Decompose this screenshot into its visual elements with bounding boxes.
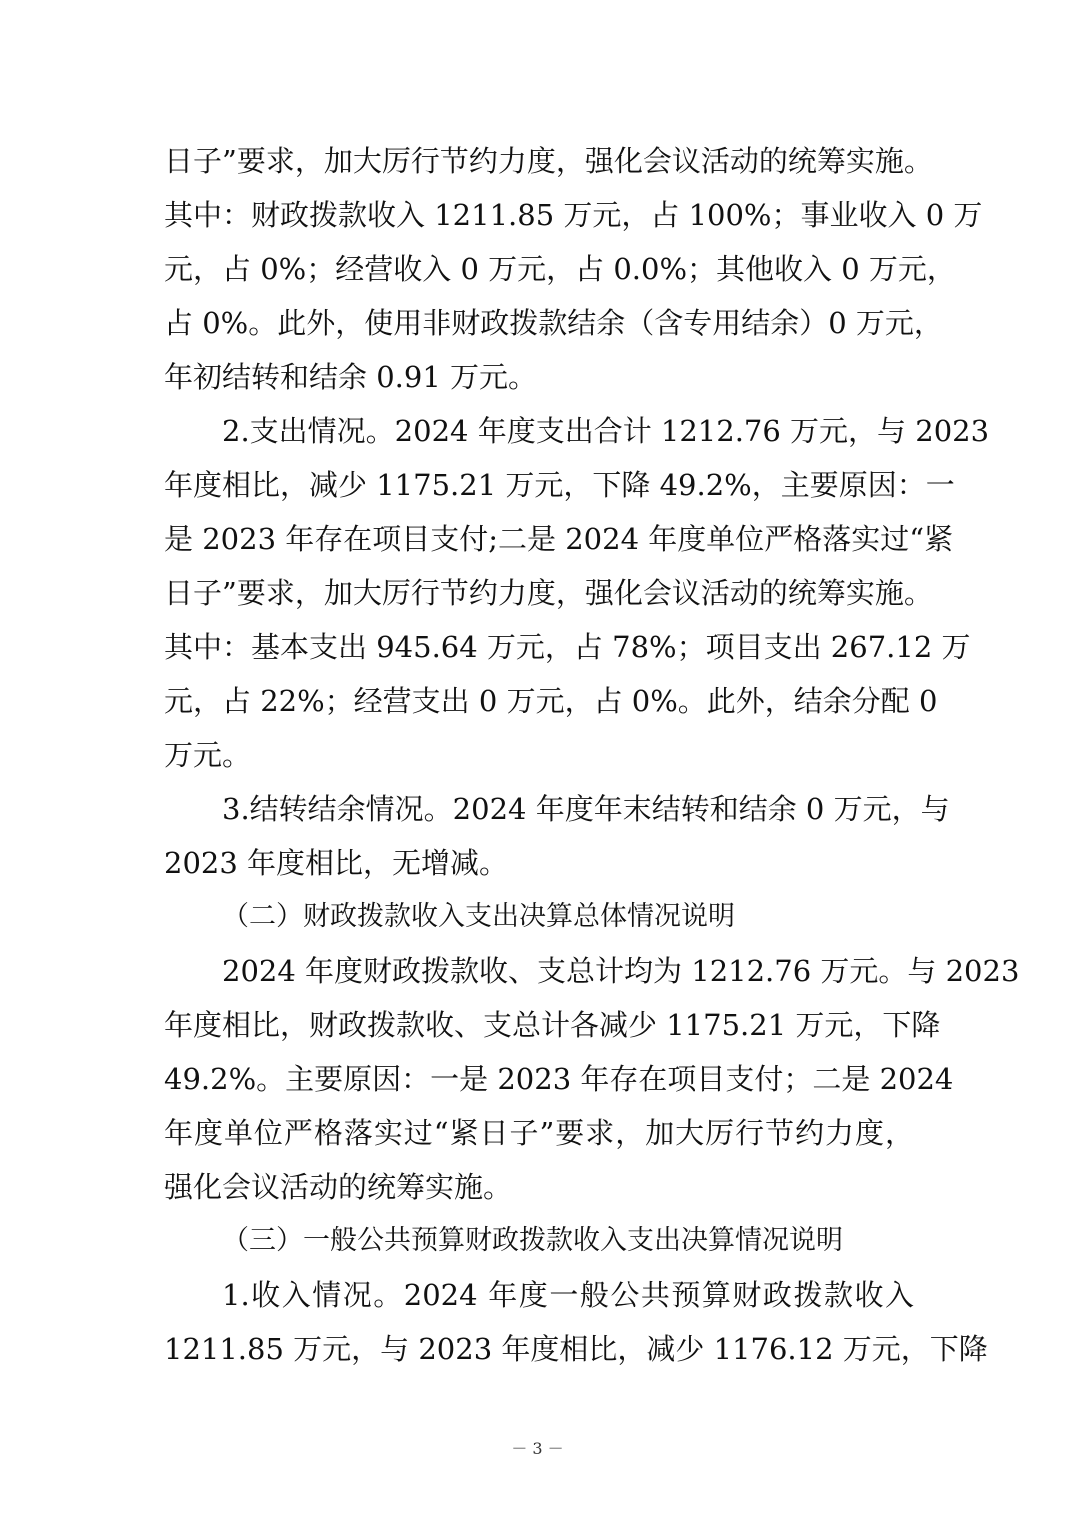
text-line: 年初结转和结余 0.91 万元。 xyxy=(164,360,538,394)
section-heading-2: （二）财政拨款收入支出决算总体情况说明 xyxy=(222,901,735,932)
text-line: 年度相比，减少 1175.21 万元，下降 49.2%，主要原因：一 xyxy=(164,468,955,502)
text-line: 强化会议活动的统筹实施。 xyxy=(164,1170,513,1204)
page-number: － 3 － xyxy=(511,1439,564,1458)
paragraph-start-income: 1.收入情况。2024 年度一般公共预算财政拨款收入 xyxy=(222,1278,914,1312)
text-line: 元，占 22%；经营支出 0 万元，占 0%。此外，结余分配 0 xyxy=(164,684,938,718)
text-line: 占 0%。此外，使用非财政拨款结余（含专用结余）0 万元， xyxy=(164,306,943,340)
text-line: 年度相比，财政拨款收、支总计各减少 1175.21 万元，下降 xyxy=(164,1008,941,1042)
text-line: 万元。 xyxy=(164,738,252,772)
text-line: 日子”要求，加大厉行节约力度，强化会议活动的统筹实施。 xyxy=(164,144,933,178)
text-line: 元，占 0%；经营收入 0 万元，占 0.0%；其他收入 0 万元， xyxy=(164,252,956,286)
text-line: 其中：基本支出 945.64 万元，占 78%；项目支出 267.12 万 xyxy=(164,630,971,664)
paragraph-start-balance: 3.结转结余情况。2024 年度年末结转和结余 0 万元，与 xyxy=(222,792,950,826)
text-line: 2023 年度相比，无增减。 xyxy=(164,846,509,880)
text-line: 49.2%。主要原因：一是 2023 年存在项目支付；二是 2024 xyxy=(164,1062,954,1096)
text-line: 是 2023 年存在项目支付;二是 2024 年度单位严格落实过“紧 xyxy=(164,522,954,556)
paragraph-start-expenditure: 2.支出情况。2024 年度支出合计 1212.76 万元，与 2023 xyxy=(222,414,990,448)
text-line: 其中：财政拨款收入 1211.85 万元，占 100%；事业收入 0 万 xyxy=(164,198,983,232)
text-line: 日子”要求，加大厉行节约力度，强化会议活动的统筹实施。 xyxy=(164,576,933,610)
document-body xyxy=(164,134,1020,1376)
text-line: 1211.85 万元，与 2023 年度相比，减少 1176.12 万元，下降 xyxy=(164,1332,988,1366)
text-line: 年度单位严格落实过“紧日子”要求，加大厉行节约力度， xyxy=(164,1116,914,1150)
paragraph-start-fiscal-total: 2024 年度财政拨款收、支总计均为 1212.76 万元。与 2023 xyxy=(222,954,1020,988)
section-heading-3: （三）一般公共预算财政拨款收入支出决算情况说明 xyxy=(222,1225,843,1256)
